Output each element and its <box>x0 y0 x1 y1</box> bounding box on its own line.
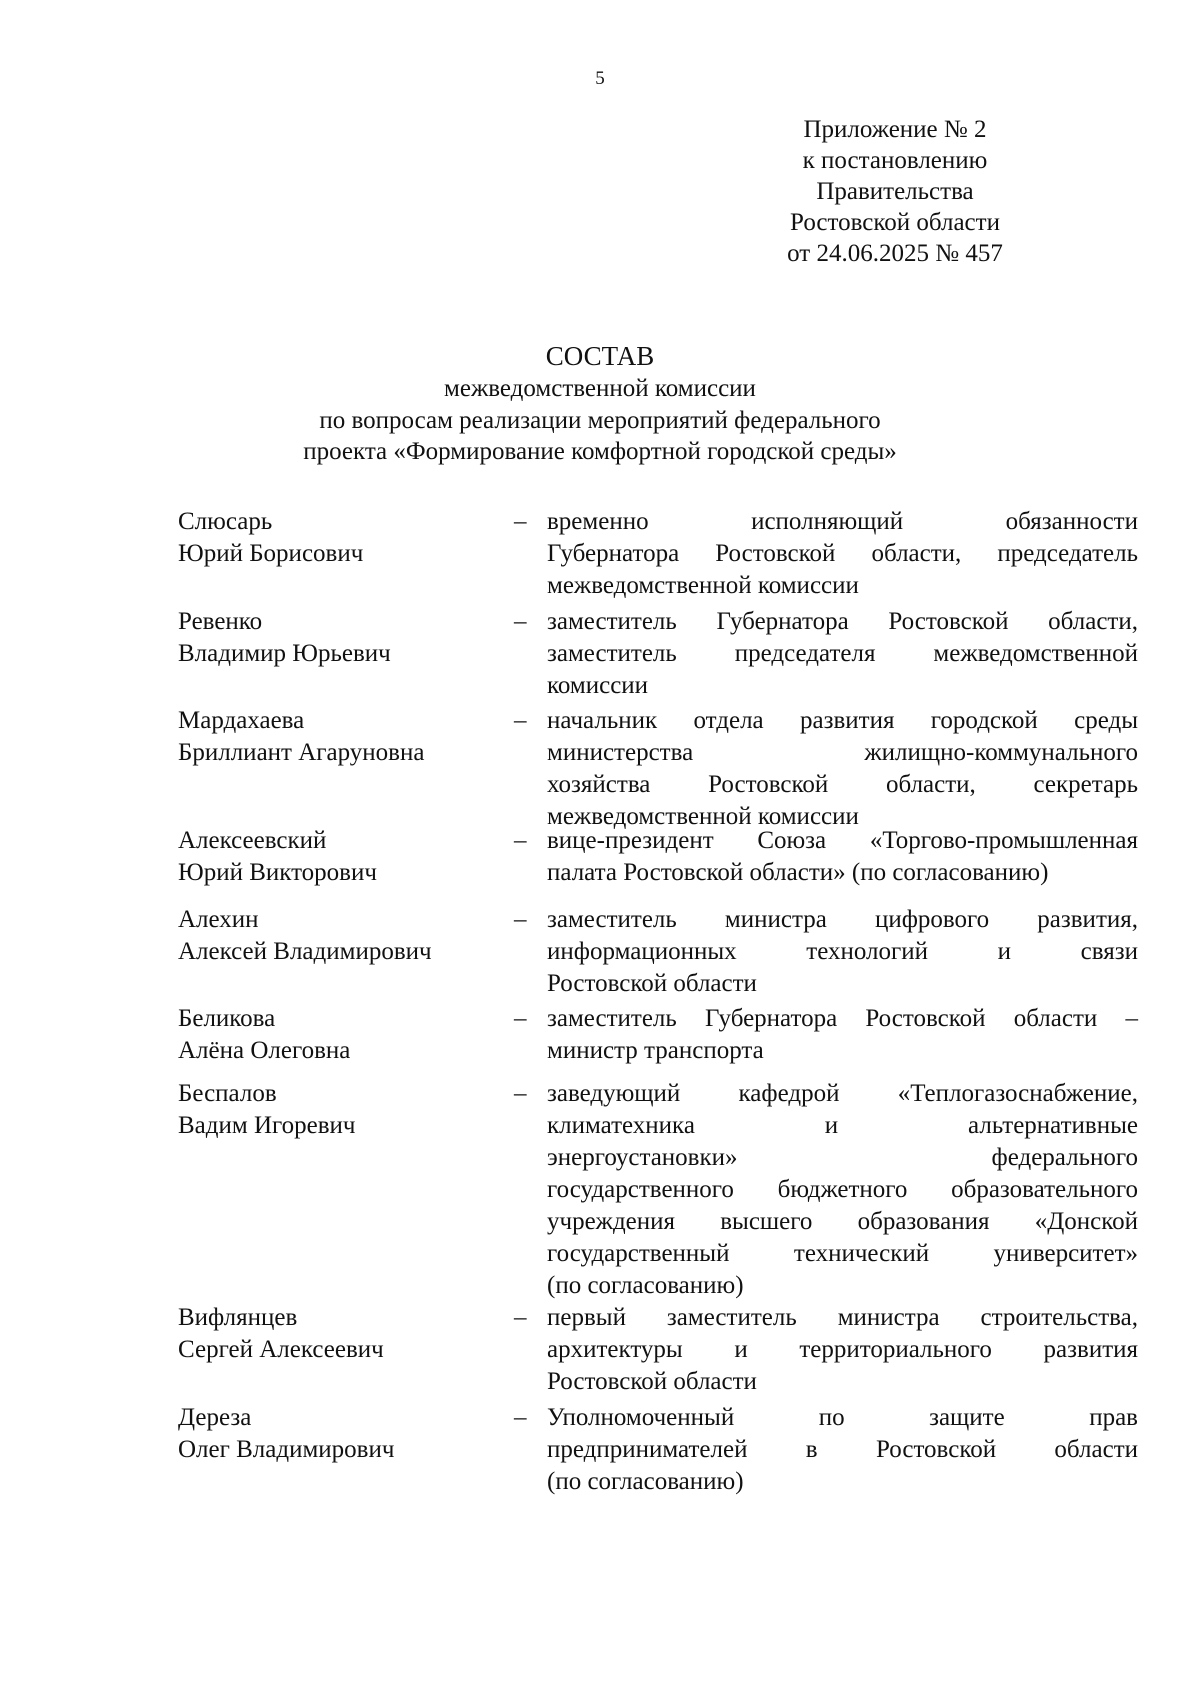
appendix-line: Приложение № 2 <box>803 116 987 143</box>
member-surname: Дереза <box>178 1404 252 1431</box>
member-role-line: хозяйства Ростовской области, секретарь <box>547 771 1138 798</box>
member-role <box>547 825 1138 889</box>
member-role <box>547 904 1138 1000</box>
member-role-line: заместитель председателя межведомственной <box>547 640 1138 667</box>
member-given-names: Алёна Олеговна <box>178 1037 351 1064</box>
member-role-line: (по согласованию) <box>547 1468 744 1495</box>
member-name <box>178 1078 498 1142</box>
appendix-header <box>760 114 1030 269</box>
member-role-line: энергоустановки» федерального <box>547 1144 1138 1171</box>
title-heading: СОСТАВ <box>545 341 655 371</box>
member-role-line: учреждения высшего образования «Донской <box>547 1208 1138 1235</box>
member-role-line: министерства жилищно-коммунального <box>547 739 1138 766</box>
member-role-line: государственного бюджетного образовательного <box>547 1176 1138 1203</box>
member-role-line: заместитель Губернатора Ростовской области – <box>547 1005 1138 1032</box>
member-role <box>547 1078 1138 1302</box>
member-name <box>178 904 498 968</box>
member-surname: Слюсарь <box>178 508 273 535</box>
member-dash: – <box>514 608 527 635</box>
member-role-line: вице-президент Союза «Торгово-промышленная <box>547 827 1138 854</box>
member-role-line: информационных технологий и связи <box>547 938 1138 965</box>
member-role-line: министр транспорта <box>547 1037 764 1064</box>
document-title <box>0 339 1200 468</box>
member-role-line: комиссии <box>547 672 649 699</box>
member-role <box>547 705 1138 833</box>
member-role-line: межведомственной комиссии <box>547 572 859 599</box>
member-surname: Беспалов <box>178 1080 277 1107</box>
member-role-line: заместитель Губернатора Ростовской области, <box>547 608 1138 635</box>
member-dash: – <box>514 508 527 535</box>
member-surname: Ревенко <box>178 608 263 635</box>
member-name <box>178 606 498 670</box>
member-role-line: Уполномоченный по защите прав <box>547 1404 1138 1431</box>
member-role-line: временно исполняющий обязанности <box>547 508 1138 535</box>
member-role-line: первый заместитель министра строительства, <box>547 1304 1138 1331</box>
member-dash: – <box>514 1005 527 1032</box>
member-surname: Мардахаева <box>178 707 305 734</box>
member-given-names: Олег Владимирович <box>178 1436 395 1463</box>
member-role-line: заведующий кафедрой «Теплогазоснабжение, <box>547 1080 1138 1107</box>
member-dash: – <box>514 1080 527 1107</box>
member-given-names: Юрий Викторович <box>178 859 377 886</box>
appendix-line: Ростовской области <box>790 209 1000 236</box>
member-surname: Беликова <box>178 1005 276 1032</box>
member-role-line: архитектуры и территориального развития <box>547 1336 1138 1363</box>
member-role-line: предпринимателей в Ростовской области <box>547 1436 1138 1463</box>
member-role-line: климатехника и альтернативные <box>547 1112 1138 1139</box>
member-role-line: начальник отдела развития городской среды <box>547 707 1138 734</box>
member-name <box>178 1302 498 1366</box>
member-role <box>547 1302 1138 1398</box>
member-dash: – <box>514 1304 527 1331</box>
member-given-names: Юрий Борисович <box>178 540 364 567</box>
member-dash: – <box>514 906 527 933</box>
member-name <box>178 506 498 570</box>
title-line: по вопросам реализации мероприятий федерального <box>319 406 881 434</box>
member-dash: – <box>514 1404 527 1431</box>
member-role <box>547 1003 1138 1067</box>
title-line: межведомственной комиссии <box>444 375 756 402</box>
member-given-names: Вадим Игоревич <box>178 1112 356 1139</box>
member-name <box>178 1402 498 1466</box>
member-name <box>178 1003 498 1067</box>
member-role-line: (по согласованию) <box>547 1272 744 1299</box>
member-given-names: Сергей Алексеевич <box>178 1336 384 1363</box>
page-number: 5 <box>595 68 605 89</box>
member-given-names: Алексей Владимирович <box>178 938 432 965</box>
member-name <box>178 825 498 889</box>
appendix-line: к постановлению <box>802 147 988 174</box>
member-given-names: Владимир Юрьевич <box>178 640 391 667</box>
member-surname: Алексеевский <box>178 827 327 854</box>
member-role-line: Ростовской области <box>547 1368 757 1395</box>
member-role-line: государственный технический университет» <box>547 1240 1138 1267</box>
member-name <box>178 705 498 769</box>
member-role-line: палата Ростовской области» (по согласованию) <box>547 859 1049 886</box>
title-line: проекта «Формирование комфортной городской среды» <box>303 438 897 465</box>
member-role-line: Губернатора Ростовской области, председатель <box>547 540 1138 567</box>
member-role <box>547 1402 1138 1498</box>
member-dash: – <box>514 707 527 734</box>
member-role-line: заместитель министра цифрового развития, <box>547 906 1138 933</box>
member-surname: Алехин <box>178 906 259 933</box>
member-dash: – <box>514 827 527 854</box>
member-given-names: Бриллиант Агаруновна <box>178 739 425 766</box>
member-role <box>547 606 1138 702</box>
member-role-line: межведомственной комиссии <box>547 803 859 830</box>
appendix-line: от 24.06.2025 № 457 <box>787 240 1003 267</box>
member-surname: Вифлянцев <box>178 1304 298 1331</box>
member-role <box>547 506 1138 602</box>
appendix-line: Правительства <box>816 178 974 205</box>
member-role-line: Ростовской области <box>547 970 757 997</box>
